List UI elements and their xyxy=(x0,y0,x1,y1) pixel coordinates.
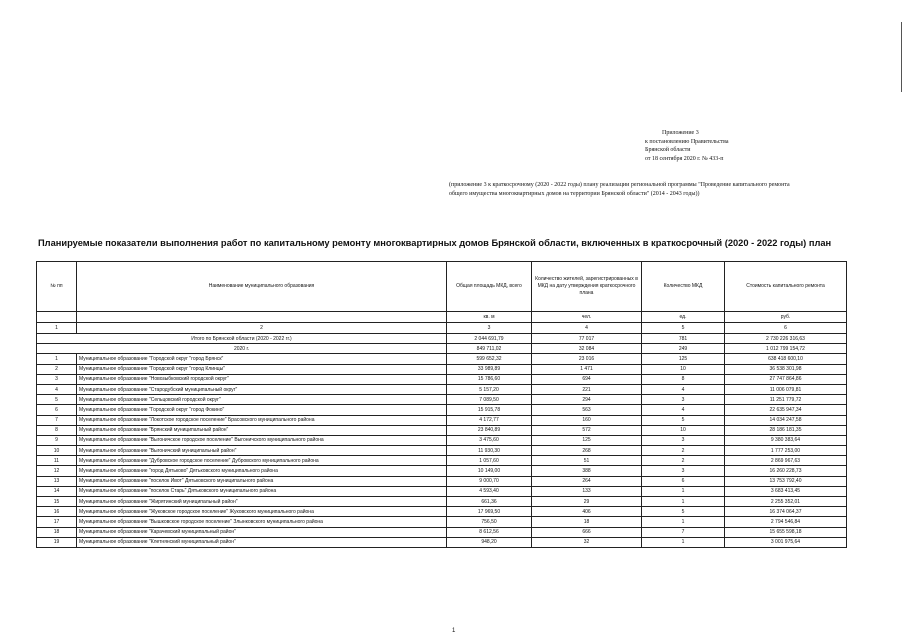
row-cost: 2 794 546,84 xyxy=(725,517,847,527)
row-area: 599 652,32 xyxy=(447,354,532,364)
row-area: 9 000,70 xyxy=(447,476,532,486)
table-row xyxy=(37,476,847,486)
scan-edge-line xyxy=(901,22,902,92)
row-residents: 29 xyxy=(532,497,642,507)
row-area: 10 149,00 xyxy=(447,466,532,476)
row-num: 2 xyxy=(37,364,77,374)
colnum-2: 2 xyxy=(77,323,447,334)
row-count: 1 xyxy=(642,517,725,527)
row-cost: 11 006 079,81 xyxy=(725,384,847,394)
row-num: 8 xyxy=(37,425,77,435)
appendix-line-4: от 18 сентября 2020 г. № 433-п xyxy=(645,155,724,162)
row-count: 8 xyxy=(642,374,725,384)
appendix-line-1: Приложение 3 xyxy=(662,130,699,136)
row-area: 4 172,77 xyxy=(447,415,532,425)
row-name: Муниципальное образование "Городской округ "город Брянск" xyxy=(77,354,447,364)
row-num: 6 xyxy=(37,405,77,415)
row-name: Муниципальное образование "Новозыбковский городской округ" xyxy=(77,374,447,384)
year-label: 2020 г. xyxy=(37,344,447,354)
total-area: 2 044 691,79 xyxy=(447,334,532,344)
row-residents: 388 xyxy=(532,466,642,476)
table-row xyxy=(37,415,847,425)
row-cost: 16 260 228,73 xyxy=(725,466,847,476)
row-residents: 160 xyxy=(532,415,642,425)
table-row xyxy=(37,405,847,415)
units-row xyxy=(37,312,847,323)
row-name: Муниципальное образование "поселок Ивот" Дятьковского муниципального района xyxy=(77,476,447,486)
table-row xyxy=(37,527,847,537)
row-residents: 694 xyxy=(532,374,642,384)
row-residents: 1 471 xyxy=(532,364,642,374)
indicators-table xyxy=(36,261,847,548)
table-row xyxy=(37,354,847,364)
row-num: 5 xyxy=(37,395,77,405)
row-num: 18 xyxy=(37,527,77,537)
row-name: Муниципальное образование "Вышковское городское поселение" Злынковского муниципального района xyxy=(77,517,447,527)
year-cost: 1 012 799 154,72 xyxy=(725,344,847,354)
unit-residents: чел. xyxy=(532,312,642,323)
table-row xyxy=(37,435,847,445)
row-count: 5 xyxy=(642,415,725,425)
row-count: 10 xyxy=(642,364,725,374)
table-row xyxy=(37,374,847,384)
row-cost: 15 655 598,18 xyxy=(725,527,847,537)
row-num: 10 xyxy=(37,446,77,456)
row-residents: 23 016 xyxy=(532,354,642,364)
row-area: 7 089,50 xyxy=(447,395,532,405)
row-cost: 1 777 253,00 xyxy=(725,446,847,456)
row-cost: 638 418 600,10 xyxy=(725,354,847,364)
table-row xyxy=(37,466,847,476)
table-row xyxy=(37,486,847,496)
row-area: 15 915,78 xyxy=(447,405,532,415)
row-num: 1 xyxy=(37,354,77,364)
row-num: 14 xyxy=(37,486,77,496)
row-name: Муниципальное образование "Жуковское городское поселение" Жуковского муниципального района xyxy=(77,507,447,517)
row-cost: 27 747 864,86 xyxy=(725,374,847,384)
row-area: 1 057,60 xyxy=(447,456,532,466)
column-number-row xyxy=(37,323,847,334)
row-count: 1 xyxy=(642,497,725,507)
year-2020-row xyxy=(37,344,847,354)
row-name: Муниципальное образование "Стародубский муниципальный округ" xyxy=(77,384,447,394)
row-name: Муниципальное образование "Городской округ "город Клинцы" xyxy=(77,364,447,374)
unit-cost: руб. xyxy=(725,312,847,323)
page-number: 1 xyxy=(452,628,456,634)
row-cost: 36 538 301,98 xyxy=(725,364,847,374)
year-area: 849 711,02 xyxy=(447,344,532,354)
row-cost: 3 001 975,64 xyxy=(725,537,847,547)
row-name: Муниципальное образование "Клетнянский муниципальный район" xyxy=(77,537,447,547)
colnum-6: 6 xyxy=(725,323,847,334)
table-row xyxy=(37,364,847,374)
row-residents: 572 xyxy=(532,425,642,435)
row-count: 3 xyxy=(642,466,725,476)
colnum-4: 4 xyxy=(532,323,642,334)
row-name: Муниципальное образование "Городской округ "город Фокино" xyxy=(77,405,447,415)
row-num: 11 xyxy=(37,456,77,466)
row-residents: 406 xyxy=(532,507,642,517)
colnum-5: 5 xyxy=(642,323,725,334)
total-row xyxy=(37,334,847,344)
table-row xyxy=(37,456,847,466)
appendix-block xyxy=(645,129,805,163)
colnum-1: 1 xyxy=(37,323,77,334)
year-residents: 32 084 xyxy=(532,344,642,354)
row-cost: 9 380 383,64 xyxy=(725,435,847,445)
table-row xyxy=(37,446,847,456)
unit-count: ед. xyxy=(642,312,725,323)
total-cost: 2 730 226 316,63 xyxy=(725,334,847,344)
row-residents: 125 xyxy=(532,435,642,445)
header-cost: Стоимость капитального ремонта xyxy=(725,262,847,312)
row-num: 16 xyxy=(37,507,77,517)
total-residents: 77 017 xyxy=(532,334,642,344)
row-area: 661,36 xyxy=(447,497,532,507)
row-area: 15 786,60 xyxy=(447,374,532,384)
row-area: 948,20 xyxy=(447,537,532,547)
row-residents: 18 xyxy=(532,517,642,527)
row-num: 13 xyxy=(37,476,77,486)
row-num: 9 xyxy=(37,435,77,445)
row-residents: 264 xyxy=(532,476,642,486)
row-cost: 2 255 352,01 xyxy=(725,497,847,507)
row-num: 12 xyxy=(37,466,77,476)
table-row xyxy=(37,517,847,527)
appendix-line-2: к постановлению Правительства xyxy=(645,138,729,145)
row-count: 2 xyxy=(642,446,725,456)
row-count: 2 xyxy=(642,456,725,466)
table-row xyxy=(37,425,847,435)
page-title: Планируемые показатели выполнения работ по капитальному ремонту многоквартирных домов Брянской области, включенных в краткосрочный (2020 - 2022 годы) план xyxy=(38,238,832,248)
row-count: 3 xyxy=(642,395,725,405)
row-cost: 28 186 181,35 xyxy=(725,425,847,435)
header-num: № пп xyxy=(37,262,77,312)
row-count: 1 xyxy=(642,486,725,496)
row-area: 8 612,56 xyxy=(447,527,532,537)
row-count: 4 xyxy=(642,405,725,415)
row-residents: 268 xyxy=(532,446,642,456)
row-residents: 221 xyxy=(532,384,642,394)
row-num: 3 xyxy=(37,374,77,384)
header-count: Количество МКД xyxy=(642,262,725,312)
row-cost: 3 683 413,45 xyxy=(725,486,847,496)
row-num: 4 xyxy=(37,384,77,394)
row-count: 3 xyxy=(642,435,725,445)
table-row xyxy=(37,384,847,394)
year-count: 249 xyxy=(642,344,725,354)
total-label: Итого по Брянской области (2020 - 2022 гг.) xyxy=(37,334,447,344)
row-area: 4 593,40 xyxy=(447,486,532,496)
row-count: 6 xyxy=(642,476,725,486)
row-num: 15 xyxy=(37,497,77,507)
appendix-note: (приложение 3 к краткосрочному (2020 - 2022 годы) плану реализации региональной программы "Проведение капитального ремонта общего имущества многоквартирных домов на территории Брянской области" (2014 - 2043 годы)) xyxy=(449,182,790,197)
row-residents: 563 xyxy=(532,405,642,415)
row-count: 125 xyxy=(642,354,725,364)
row-cost: 16 374 064,37 xyxy=(725,507,847,517)
row-name: Муниципальное образование "Локотское городское поселение" Брасовского муниципального района xyxy=(77,415,447,425)
row-residents: 32 xyxy=(532,537,642,547)
row-area: 23 840,89 xyxy=(447,425,532,435)
table-row xyxy=(37,497,847,507)
unit-area: кв. м xyxy=(447,312,532,323)
header-residents: Количество жителей, зарегистрированных в МКД на дату утверждения краткосрочного плана xyxy=(532,262,642,312)
header-name: Наименование муниципального образования xyxy=(77,262,447,312)
row-area: 17 969,50 xyxy=(447,507,532,517)
row-count: 10 xyxy=(642,425,725,435)
row-residents: 51 xyxy=(532,456,642,466)
table-row xyxy=(37,537,847,547)
row-cost: 11 251 779,72 xyxy=(725,395,847,405)
row-num: 17 xyxy=(37,517,77,527)
row-area: 756,50 xyxy=(447,517,532,527)
row-name: Муниципальное образование "Карачевский муниципальный район" xyxy=(77,527,447,537)
table-header-row xyxy=(37,262,847,312)
row-area: 5 157,20 xyxy=(447,384,532,394)
header-area: Общая площадь МКД, всего xyxy=(447,262,532,312)
row-count: 5 xyxy=(642,507,725,517)
row-area: 3 475,60 xyxy=(447,435,532,445)
row-name: Муниципальное образование "Выгоничский муниципальный район" xyxy=(77,446,447,456)
row-name: Муниципальное образование "Выгоничское городское поселение" Выгоничского муниципального района xyxy=(77,435,447,445)
appendix-line-3: Брянской области xyxy=(645,147,691,153)
row-residents: 133 xyxy=(532,486,642,496)
row-area: 11 930,30 xyxy=(447,446,532,456)
row-name: Муниципальное образование "Брянский муниципальный район" xyxy=(77,425,447,435)
row-name: Муниципальное образование "Дубровское городское поселение" Дубровского муниципального района xyxy=(77,456,447,466)
row-area: 33 989,89 xyxy=(447,364,532,374)
row-name: Муниципальное образование "город Дятьково" Дятьковского муниципального района xyxy=(77,466,447,476)
row-name: Муниципальное образование "Сельцовский городской округ" xyxy=(77,395,447,405)
row-name: Муниципальное образование "Жирятинский муниципальный район" xyxy=(77,497,447,507)
row-cost: 13 753 792,40 xyxy=(725,476,847,486)
row-count: 7 xyxy=(642,527,725,537)
row-count: 1 xyxy=(642,537,725,547)
colnum-3: 3 xyxy=(447,323,532,334)
row-cost: 22 635 947,34 xyxy=(725,405,847,415)
row-num: 19 xyxy=(37,537,77,547)
row-cost: 14 034 247,58 xyxy=(725,415,847,425)
row-residents: 294 xyxy=(532,395,642,405)
row-name: Муниципальное образование "поселок Старь" Дятьковского муниципального района xyxy=(77,486,447,496)
row-cost: 2 869 967,63 xyxy=(725,456,847,466)
row-count: 4 xyxy=(642,384,725,394)
table-row xyxy=(37,507,847,517)
row-residents: 666 xyxy=(532,527,642,537)
table-body xyxy=(37,334,847,548)
total-count: 781 xyxy=(642,334,725,344)
row-num: 7 xyxy=(37,415,77,425)
table-row xyxy=(37,395,847,405)
